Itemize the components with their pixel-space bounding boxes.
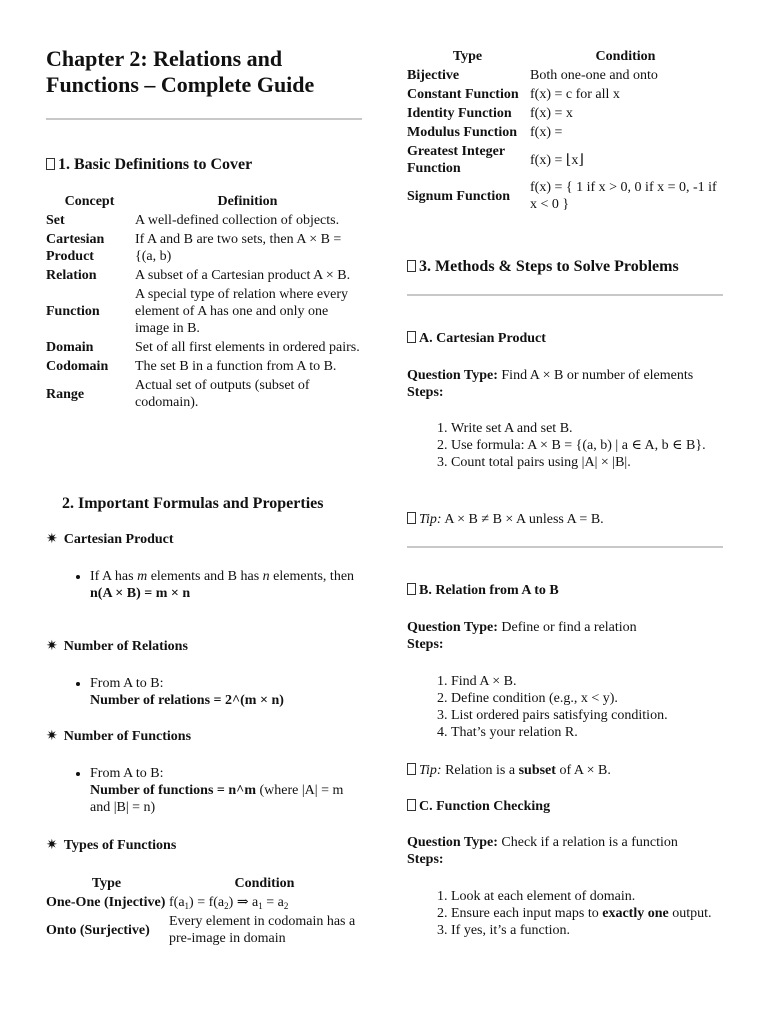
column-header: Condition [234, 876, 295, 891]
concept-cell: Domain [46, 340, 94, 355]
table-row [46, 376, 362, 412]
type-cell: Constant Function [407, 87, 519, 102]
table-row [407, 85, 723, 104]
section-2-heading: 2. Important Formulas and Properties [62, 495, 324, 512]
concept-cell: Relation [46, 268, 97, 283]
table-row [46, 230, 362, 266]
definitions-table [46, 193, 362, 412]
list-item: • From A to B: Number of functions = n^m (where |A| = m and |B| = n) [90, 765, 362, 816]
formula: Number of relations = 2^(m × n) [90, 693, 284, 708]
concept-cell: Codomain [46, 359, 109, 374]
divider [46, 118, 362, 120]
method-c-heading: C. Function Checking [407, 798, 550, 816]
divider [407, 546, 723, 548]
types-of-functions-subheading: ✷ Types of Functions [46, 838, 177, 853]
condition-cell: f(x) = x [530, 106, 573, 121]
table-row [407, 104, 723, 123]
table-row [407, 123, 723, 142]
column-header: Concept [64, 194, 115, 209]
method-a-tip: Tip: A × B ≠ B × A unless A = B. [407, 511, 723, 528]
star-icon: ✷ [46, 532, 58, 547]
condition-cell: Every element in codomain has a pre-image in domain [169, 914, 356, 946]
condition-cell: f(x) = ⌊x⌋ [530, 152, 584, 168]
method-a-steps [407, 420, 723, 471]
method-c-question: Question Type: Check if a relation is a function Steps: [407, 835, 678, 867]
function-types-table-continued [407, 48, 723, 214]
cartesian-product-subheading: ✷ Cartesian Product [46, 532, 174, 547]
list-item: 2. Ensure each input maps to exactly one output. [451, 905, 723, 922]
list-item: 1. Look at each element of domain. [451, 888, 723, 905]
condition-cell: $f(a_1) = f(a_2)$ ⇒ $a_1 = a_2$ [169, 895, 289, 911]
list-item: 1. Find A × B. [451, 673, 723, 690]
method-b-question: Question Type: Define or find a relation Steps: [407, 620, 637, 652]
type-cell: Onto (Surjective) [46, 922, 150, 938]
checkbox-icon [407, 583, 416, 595]
table-row [46, 912, 362, 948]
formula: n(A × B) = m × n [90, 586, 191, 601]
functions-formula-list [46, 765, 362, 816]
method-b-heading: B. Relation from A to B [407, 582, 559, 600]
divider [407, 294, 723, 296]
condition-cell: Both one-one and onto [530, 68, 658, 83]
function-types-table [46, 875, 362, 948]
definition-cell: Set of all first elements in ordered pairs. [135, 340, 360, 355]
table-row [407, 66, 723, 85]
concept-cell: Set [46, 213, 65, 228]
definition-cell: A special type of relation where every element of A has one and only one image in B. [135, 287, 349, 336]
table-row [46, 266, 362, 285]
number-of-functions-subheading: ✷ Number of Functions [46, 729, 192, 744]
relations-formula-list [46, 675, 362, 709]
concept-cell: Function [46, 304, 100, 319]
condition-cell: f(x) = [530, 125, 563, 140]
column-header: Condition [595, 49, 656, 64]
definition-cell: Actual set of outputs (subset of codomain). [135, 378, 310, 410]
table-row [46, 357, 362, 376]
list-item: • If A has m elements and B has n elements, then n(A × B) = m × n [90, 568, 362, 602]
lightbulb-icon [407, 512, 416, 524]
checkbox-icon [407, 331, 416, 343]
list-item: 4. That’s your relation R. [451, 724, 723, 741]
list-item: 1. Write set A and set B. [451, 420, 723, 437]
table-header-row [407, 48, 723, 66]
condition-cell: f(x) = c for all x [530, 87, 620, 102]
star-icon: ✷ [46, 639, 58, 654]
star-icon: ✷ [46, 838, 58, 853]
table-row [46, 211, 362, 230]
table-row [407, 142, 723, 178]
list-item: 3. Count total pairs using |A| × |B|. [451, 454, 723, 471]
checkbox-icon [407, 799, 416, 811]
formula: Number of functions = n^m [90, 783, 256, 798]
method-a-heading: A. Cartesian Product [407, 330, 546, 348]
type-cell: Modulus Function [407, 125, 518, 140]
page-title: Chapter 2: Relations and Functions – Complete Guide [46, 46, 315, 97]
list-item: 2. Define condition (e.g., x < y). [451, 690, 723, 707]
table-row [46, 893, 362, 912]
definition-cell: The set B in a function from A to B. [135, 359, 337, 374]
cartesian-formula-list [46, 568, 362, 602]
type-cell: Signum Function [407, 188, 511, 204]
column-header: Definition [217, 194, 278, 209]
type-cell: One-One (Injective) [46, 895, 166, 910]
type-cell: Identity Function [407, 106, 512, 121]
type-cell: Greatest Integer Function [407, 144, 505, 176]
checkbox-icon [46, 158, 55, 170]
table-header-row [46, 193, 362, 211]
checkbox-icon [407, 260, 416, 272]
section-3-heading: 3. Methods & Steps to Solve Problems [407, 257, 679, 277]
definition-cell: A subset of a Cartesian product A × B. [135, 268, 351, 283]
column-header: Type [91, 876, 122, 891]
method-b-tip: Tip: Relation is a subset of A × B. [407, 762, 723, 779]
column-header: Type [452, 49, 483, 64]
method-b-steps [407, 673, 723, 741]
table-header-row [46, 875, 362, 893]
list-item: 3. List ordered pairs satisfying condition. [451, 707, 723, 724]
section-1-heading: 1. Basic Definitions to Cover [46, 155, 252, 175]
concept-cell: Cartesian Product [46, 232, 105, 264]
type-cell: Bijective [407, 68, 460, 83]
definition-cell: A well-defined collection of objects. [135, 213, 340, 228]
table-row [407, 178, 723, 214]
number-of-relations-subheading: ✷ Number of Relations [46, 639, 188, 654]
lightbulb-icon [407, 763, 416, 775]
list-item: 3. If yes, it’s a function. [451, 922, 723, 939]
method-a-question: Question Type: Find A × B or number of elements Steps: [407, 368, 694, 400]
star-icon: ✷ [46, 729, 58, 744]
list-item: 2. Use formula: A × B = {(a, b) | a ∈ A, b ∈ B}. [451, 437, 723, 454]
definition-cell: If A and B are two sets, then A × B = {(a, b) [135, 232, 342, 264]
method-c-steps [407, 888, 723, 939]
table-row [46, 338, 362, 357]
concept-cell: Range [46, 386, 85, 402]
condition-cell: f(x) = { 1 if x > 0, 0 if x = 0, -1 if x < 0 } [530, 180, 717, 212]
list-item: • From A to B: Number of relations = 2^(m × n) [90, 675, 362, 709]
table-row [46, 285, 362, 338]
